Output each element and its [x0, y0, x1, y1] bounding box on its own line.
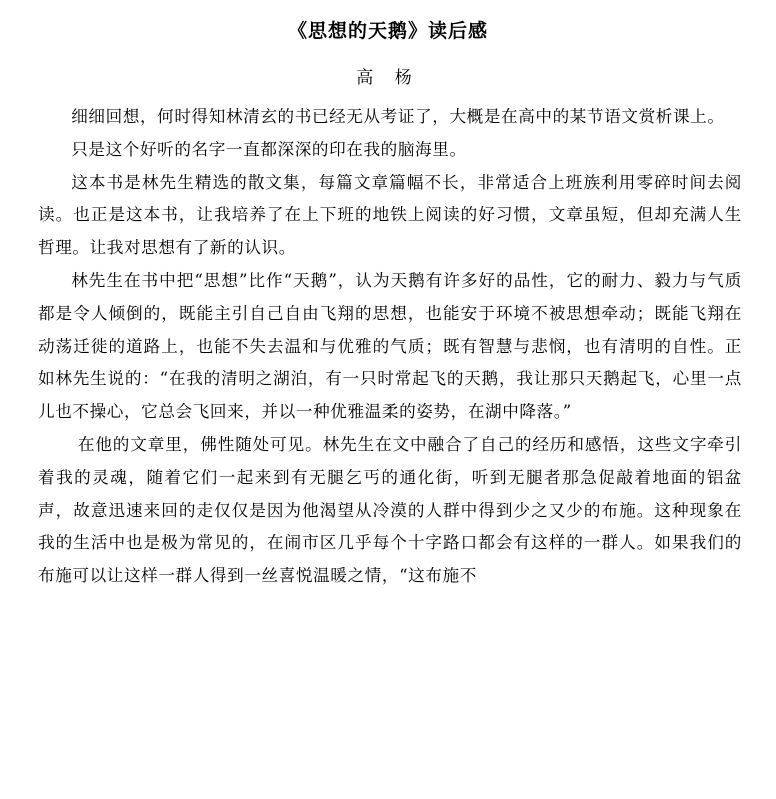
paragraph-1: 细细回想，何时得知林清玄的书已经无从考证了，大概是在高中的某节语文赏析课上。	[71, 107, 725, 126]
document-body	[38, 101, 742, 593]
paragraph-3: 这本书是林先生精选的散文集，每篇文章篇幅不长，非常适合上班族利用零碎时间去阅读。也正是这本书，让我培养了在上下班的地铁上阅读的好习惯，文章虽短，但却充满人生哲理。让我对思想有了新的认识。	[38, 172, 742, 258]
document-title: 《思想的天鹅》读后感	[287, 20, 488, 42]
paragraph-5: 在他的文章里，佛性随处可见。林先生在文中融合了自己的经历和感悟，这些文字牵引着我的灵魂，随着它们一起来到有无腿乞丐的通化街，听到无腿者那急促敲着地面的铝盆声，故意迅速来回的走仅仅是因为他渴望从冷漠的人群中得到少之又少的布施。这种现象在我的生活中也是极为常见的，在闹市区几乎每个十字路口都会有这样的一群人。如果我们的布施可以让这样一群人得到一丝喜悦温暖之情，“这布施不	[38, 434, 742, 586]
paragraph-4: 林先生在书中把“思想”比作“天鹅”，认为天鹅有许多好的品性，它的耐力、毅力与气质都是令人倾倒的，既能主引自己自由飞翔的思想，也能安于环境不被思想牵动；既能飞翔在动荡迁徙的道路上，也能不失去温和与优雅的气质；既有智慧与悲悯，也有清明的自性。正如林先生说的：“在我的清明之湖泊，有一只时常起飞的天鹅，我让那只天鹅起飞，心里一点儿也不操心，它总会飞回来，并以一种优雅温柔的姿势，在湖中降落。”	[38, 270, 742, 422]
author-name: 高 杨	[356, 68, 420, 88]
paragraph-2: 只是这个好听的名字一直都深深的印在我的脑海里。	[71, 139, 467, 159]
